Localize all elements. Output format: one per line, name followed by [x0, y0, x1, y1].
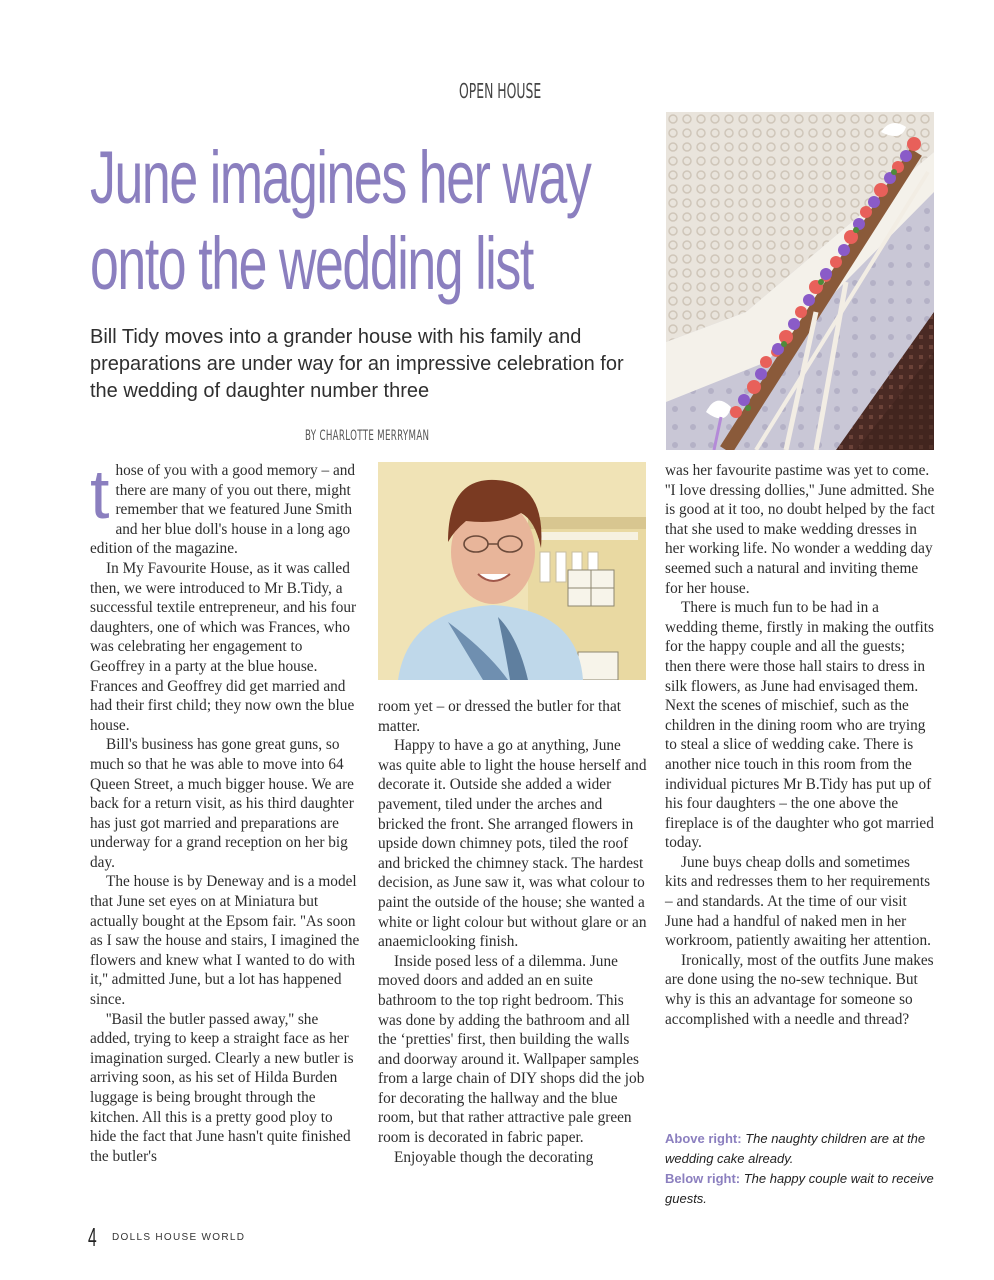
caption-text: The naughty children are at the wedding cake already. [665, 1131, 926, 1166]
paragraph-text: hose of you with a good memory – and there are many of you out there, might remember that we featured June Smith and her blue doll's house in a long ago edition of the magazine. [90, 462, 356, 558]
magazine-name: DOLLS HOUSE WORLD [112, 1231, 246, 1243]
paragraph: was her favourite pastime was yet to come. ''I love dressing dollies,'' June admitted. She is good at it too, no doubt helped by the fact that she used to make wedding dresses in her working life. No wonder a wedding day seemed such a natural and inviting theme for her house. [665, 462, 935, 597]
caption-label: Above right: [665, 1131, 742, 1146]
paragraph: In My Favourite House, as it was called then, we were introduced to Mr B.Tidy, a successful textile entrepreneur, and his four daughters, one of which was Frances, who was celebrating her engagement to Geoffrey in a party at the blue house. Frances and Geoffrey did get married and had their first child; they now own the blue house. [90, 559, 357, 734]
caption-label: Below right: [665, 1171, 741, 1186]
headline-line-1: June imagines her way [90, 136, 591, 219]
article-column-2 [378, 697, 648, 1167]
headline-line-2: onto the wedding list [90, 222, 533, 305]
byline: BY CHARLOTTE MERRYMAN [305, 428, 430, 444]
paragraph: ''Basil the butler passed away,'' she added, trying to keep a straight face as her imagination surged. Clearly a new butler is arriving soon, as his set of Hilda Burden luggage is being brought through the kitchen. All this is a pretty good ploy to hide the fact that June hasn't quite finished the butler's [90, 1010, 354, 1165]
paragraph: Inside posed less of a dilemma. June moved doors and added an en suite bathroom to the top right bedroom. This was done by adding the bathroom and all the ‘pretties' first, then building the walls and doorway around it. Wallpaper samples from a large chain of DIY shops did the job for decorating the hallway and the blue room, but that rather attractive pale green room is decorated in fabric paper. [378, 952, 645, 1147]
paragraph: Bill's business has gone great guns, so much so that he was able to move into 64 Queen Street, a much bigger house. We are back for a return visit, as his third daughter has just got married and preparations are underway for a grand reception on her big day. [90, 736, 354, 871]
paragraph: The house is by Deneway and is a model that June set eyes on at Miniatura but actually bought at the Epsom fair. ''As soon as I saw the house and stairs, I imagined the flowers and knew what I wanted to do with it,'' admitted June, but a lot has happened since. [90, 873, 360, 1009]
page-footer [88, 1222, 388, 1252]
caption-text: The happy couple wait to receive guests. [665, 1171, 934, 1206]
staircase-photo [666, 112, 934, 450]
standfirst: Bill Tidy moves into a grander house with his family and preparations are under way for an impressive celebration for the wedding of daughter number three [90, 326, 624, 402]
caption-above-right [665, 1129, 945, 1169]
article-column-1 [90, 455, 360, 1166]
caption-below-right [665, 1169, 945, 1209]
photo-captions [665, 1129, 945, 1209]
paragraph: room yet – or dressed the butler for that matter. [378, 698, 621, 735]
june-portrait-photo [378, 462, 646, 680]
article-column-3 [665, 461, 935, 1029]
page-number: 4 [88, 1221, 97, 1252]
paragraph: June buys cheap dolls and sometimes kits and redresses them to her requirements – and standards. At the time of our visit June had a handful of naked men in her workroom, patiently awaiting her attention. [665, 853, 931, 950]
paragraph: Ironically, most of the outfits June makes are done using the no-sew technique. But why is this an advantage for someone so accomplished with a needle and thread? [665, 951, 934, 1028]
section-label: OPEN HOUSE [459, 79, 542, 103]
headline [90, 135, 699, 307]
paragraph: Happy to have a go at anything, June was quite able to light the house herself and decorate it. Outside she added a wider pavement, tiled under the arches and bricked the front. She arranged flowers in upside down chimney pots, tiled the roof and bricked the chimney stack. The hardest decision, as June saw it, was what colour to paint the outside of the house; she wanted a white or light colour but without glare or an anaemiclooking finish. [378, 737, 647, 951]
paragraph [90, 455, 360, 559]
paragraph: There is much fun to be had in a wedding theme, firstly in making the outfits for the happy couple and all the guests; then there were those hall stairs to dress in silk flowers, as June had envisaged them. Next the scenes of mischief, such as the children in the dining room who are trying to steal a slice of wedding cake. There is another nice touch in this room from the individual pictures Mr B.Tidy has put up of his four daughters – the one above the fireplace is of the daughter who got married today. [665, 599, 934, 852]
dropcap: t [90, 455, 110, 533]
paragraph: Enjoyable though the decorating [394, 1148, 594, 1166]
section-tag [455, 76, 585, 106]
